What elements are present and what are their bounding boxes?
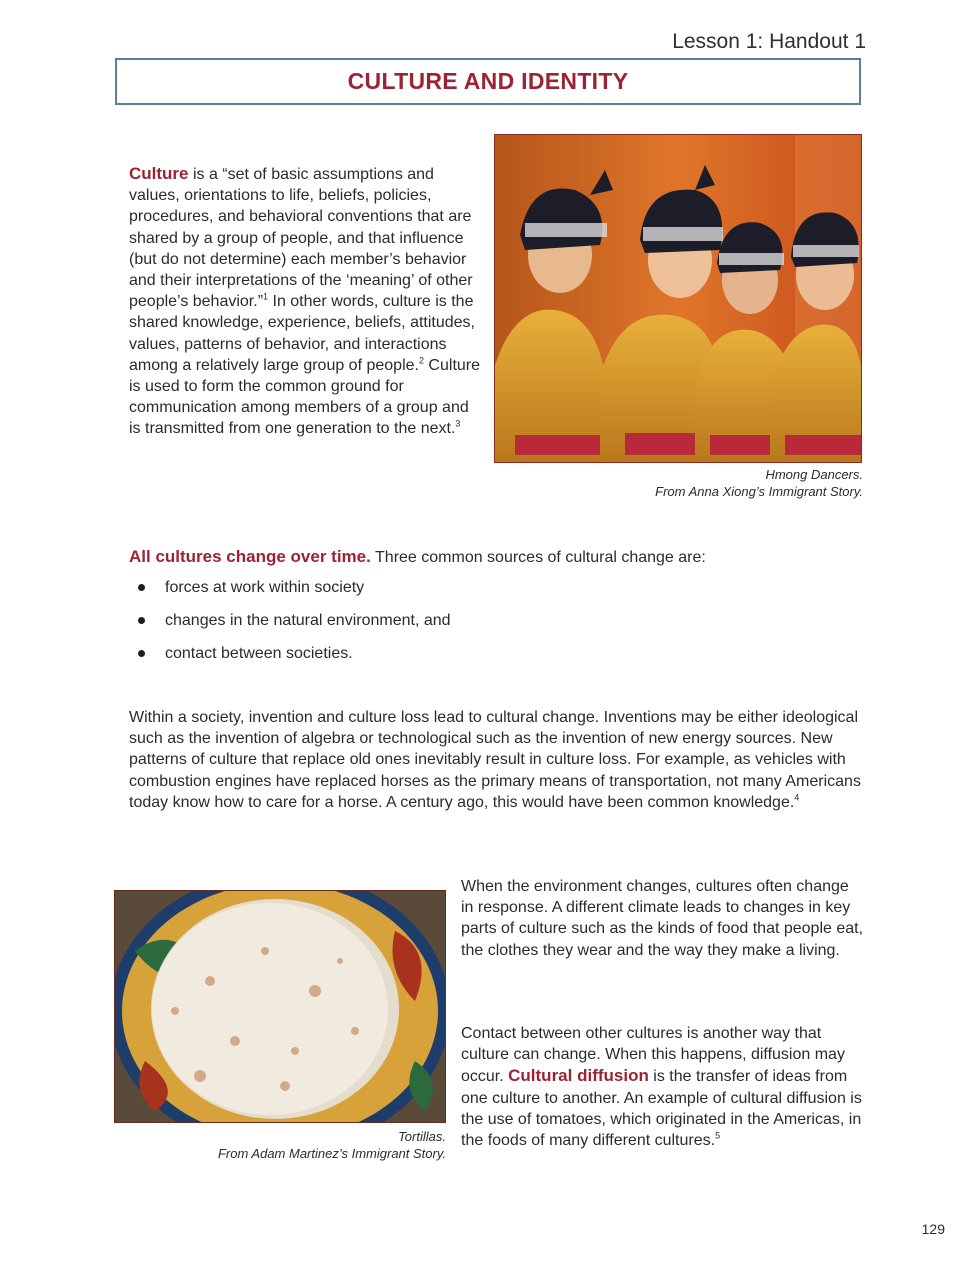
intro-text-a: is a “set of basic assumptions and values, orientations to life, beliefs, policies, procedures, and behavioral conventions that are shared by a group of people, and that influence (but do not determine) each member’s behavior and their interpretations of the ‘meaning’ of other people’s behavior.” — [129, 166, 473, 311]
tortillas-photo — [114, 890, 446, 1123]
list-item — [129, 610, 451, 643]
dancers-caption-line1: Hmong Dancers. — [765, 467, 863, 482]
bullet-icon — [138, 584, 145, 591]
footnote-3: 3 — [455, 419, 461, 430]
dancers-caption — [655, 466, 863, 500]
change-sources-list — [129, 577, 451, 676]
list-item-text: forces at work within society — [165, 579, 365, 596]
footnote-4: 4 — [794, 792, 800, 803]
change-text: Three common sources of cultural change are: — [370, 549, 706, 566]
tortillas-caption — [218, 1128, 446, 1162]
contact-text-a: Contact between other cultures is another way that culture can change. When this happens, diffusion may occur. — [461, 1025, 845, 1086]
environment-text: When the environment changes, cultures often change in response. A different climate leads to changes in key parts of culture such as the kinds of food that people eat, the clothes they wear and the way they make a living. — [461, 878, 864, 959]
term-cultural-diffusion: Cultural diffusion — [508, 1066, 649, 1086]
dancers-caption-line2: From Anna Xiong’s Immigrant Story. — [655, 484, 863, 499]
handout-label: Lesson 1: Handout 1 — [672, 30, 866, 53]
contact-text-b: is the transfer of ideas from one culture to another. An example of cultural diffusion is the use of tomatoes, which originated in the Americas, in the foods of many different cultures. — [461, 1068, 862, 1150]
environment-paragraph — [461, 876, 865, 961]
list-item-text: changes in the natural environment, and — [165, 612, 451, 629]
intro-paragraph — [129, 163, 484, 440]
list-item — [129, 643, 451, 676]
tortillas-caption-line1: Tortillas. — [398, 1129, 446, 1144]
bullet-icon — [138, 617, 145, 624]
hmong-dancers-photo — [494, 134, 862, 463]
contact-paragraph — [461, 1023, 865, 1151]
footnote-5: 5 — [715, 1130, 721, 1141]
term-culture: Culture — [129, 164, 189, 183]
list-item-text: contact between societies. — [165, 645, 353, 662]
page-number: 129 — [921, 1221, 945, 1237]
page-title: CULTURE AND IDENTITY — [347, 68, 629, 94]
list-item — [129, 577, 451, 610]
tortillas-caption-line2: From Adam Martinez’s Immigrant Story. — [217, 1146, 446, 1161]
change-lead: All cultures change over time. — [129, 547, 371, 566]
footnote-2: 2 — [418, 355, 424, 366]
footnote-1: 1 — [263, 291, 269, 302]
intro-text-c: Culture is used to form the common ground for communication among members of a group and is transmitted from one generation to the next. — [129, 356, 481, 438]
society-paragraph — [129, 707, 867, 813]
title-box — [115, 58, 861, 105]
change-intro — [129, 546, 869, 568]
bullet-icon — [138, 650, 145, 657]
society-text: Within a society, invention and culture loss lead to cultural change. Inventions may be either ideological such as the invention of algebra or technological such as the invention of new energy sources. New patterns of culture that replace old ones inevitably result in culture loss. For example, as vehicles with combustion engines have replaced horses as the primary means of transportation, not many Americans today know how to care for a horse. A century ago, this would have been common knowledge. — [129, 709, 861, 811]
intro-text-b: In other words, culture is the shared knowledge, experience, beliefs, attitudes, values, patterns of behavior, and interactions among a relatively large group of people. — [129, 293, 475, 374]
